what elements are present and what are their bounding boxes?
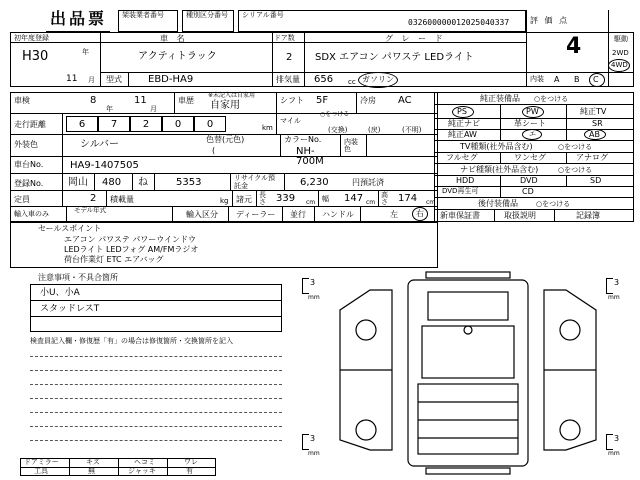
div-chassis	[62, 156, 63, 173]
car-windshield	[428, 292, 508, 320]
load-unit: kg	[220, 197, 229, 205]
chassis-label: 車台No.	[14, 160, 44, 169]
mileage-label: 走行距離	[14, 120, 46, 129]
chassis-no: HA9-1407505	[70, 160, 139, 171]
sales-line-3: 荷台作業灯 ETC エアバッグ	[64, 255, 164, 264]
footer-v4: 有	[186, 467, 193, 475]
tv-full: フルセグ	[446, 153, 478, 162]
repair-line	[30, 384, 282, 385]
shift-value: 5F	[316, 95, 329, 106]
eq-line10	[434, 209, 634, 210]
tire-rr-value: 3	[614, 434, 620, 443]
doors-label: ドア数	[274, 34, 295, 42]
div-hgt	[378, 190, 379, 206]
divider-doors	[304, 32, 305, 72]
repair-line	[30, 398, 282, 399]
usage-note: ※未記入は自家用	[208, 92, 256, 99]
ac-label: 冷房	[360, 96, 376, 105]
length-label: 長さ	[259, 191, 266, 206]
note-line-2: スタッドレスT	[40, 304, 100, 314]
height-unit: cm	[426, 199, 436, 206]
mileage-digit: 6	[66, 116, 98, 132]
div-ac	[356, 92, 357, 113]
month-unit: 月	[88, 76, 95, 84]
roof-mark	[464, 326, 472, 334]
insp-month: 11	[134, 95, 147, 106]
wheel-front-left	[356, 320, 376, 340]
capacity-label: 定員	[14, 195, 30, 204]
color-no: NH-700M	[296, 146, 324, 167]
tire-rl-unit: mm	[308, 450, 320, 457]
inspection-label: 車検	[14, 96, 30, 105]
length-unit: cm	[306, 199, 316, 206]
plate-region: 岡山	[68, 177, 88, 188]
year-era: H30	[22, 49, 49, 64]
typecat-label: 種別区分番号	[186, 11, 228, 19]
eq-line4	[434, 140, 634, 141]
line-r4	[10, 156, 438, 157]
tire-fl-bracket	[302, 278, 309, 294]
navi-dvdplay: DVD再生可	[442, 187, 479, 195]
tire-rl	[302, 434, 326, 460]
eq-col8	[554, 209, 555, 222]
mileage-digits	[66, 116, 258, 132]
opt-aw: 純正AW	[448, 130, 477, 139]
import-only-label: 輸入車のみ	[14, 210, 49, 218]
eq-line9	[434, 197, 634, 198]
repair-line	[30, 412, 282, 413]
div-int2	[366, 134, 367, 156]
recycle-unit: 円預託済	[352, 178, 384, 187]
div-import5	[314, 206, 315, 222]
length-value: 339	[276, 193, 296, 204]
repair-label: 検査員記入欄・修復歴「有」の場合は修復箇所・交換箇所を記入	[30, 337, 233, 345]
div-recycle	[230, 173, 231, 190]
insp-month-unit: 月	[150, 105, 157, 113]
interior-a: A	[554, 75, 560, 84]
rollback-label: (戻)	[368, 126, 381, 134]
tv-hint: ○をつける	[558, 143, 593, 151]
model-year-label: モデル年式	[74, 206, 107, 214]
rear-hint: ○をつける	[536, 200, 571, 208]
div-mileage	[62, 113, 63, 134]
width-unit: cm	[366, 199, 376, 206]
eq-col7	[494, 209, 495, 222]
wheel-front-right	[560, 320, 580, 340]
row1b-line	[100, 72, 526, 73]
capacity-value: 2	[90, 193, 97, 204]
unknown-label: (不明)	[402, 126, 422, 134]
doors-value: 2	[286, 52, 293, 63]
eq-col4	[566, 152, 567, 163]
div-miles	[276, 113, 277, 134]
div-cap	[62, 190, 63, 206]
eq-line1	[434, 104, 634, 105]
divider-model	[128, 72, 129, 87]
height-label: 高さ	[381, 191, 388, 206]
navi-type-label: ナビ種類(社外品含む)	[460, 165, 539, 174]
div-colorno	[280, 134, 281, 156]
sales-line-2: LEDライト LEDフォグ AM/FMラジオ	[64, 245, 199, 254]
year-label: 初年度登録	[14, 34, 49, 42]
div-plate3	[132, 173, 133, 190]
car-diagram	[330, 270, 606, 476]
div-plate2	[94, 173, 95, 190]
import-parallel: 並行	[290, 210, 306, 219]
footer-col	[167, 458, 168, 476]
div-int	[340, 134, 341, 156]
repair-line	[30, 370, 282, 371]
tv-analog: アナログ	[576, 153, 608, 162]
car-bed	[418, 384, 518, 454]
footer-v1: 工具	[34, 467, 48, 475]
div-usage	[174, 92, 175, 113]
opt-navi: 純正ナビ	[448, 119, 480, 128]
div-wid	[318, 190, 319, 206]
handle-left: 左	[390, 210, 398, 219]
tire-rr-unit: mm	[608, 450, 620, 457]
year-unit: 年	[82, 48, 89, 56]
reg-month: 11	[66, 74, 78, 84]
handle-label: ハンドル	[322, 210, 354, 219]
recycle-value: 6,230	[300, 177, 329, 188]
fuel-gas: ガソリン	[362, 75, 394, 84]
tv-one: ワンセグ	[514, 153, 546, 162]
div-import4	[282, 206, 283, 222]
load-label: 積載量	[110, 195, 134, 204]
drive-2wd: 2WD	[612, 49, 629, 57]
serial-label: シリアル番号	[242, 11, 284, 19]
mileage-digit: 0	[194, 116, 226, 132]
shift-label: シフト	[280, 96, 304, 105]
car-outline	[340, 272, 596, 474]
navi-sd: SD	[590, 176, 602, 185]
rear-warranty: 新車保証書	[440, 211, 480, 220]
notes-label: 注意事項・不具合箇所	[38, 273, 118, 282]
grade-value: SDX エアコン パワステ LEDライト	[315, 52, 474, 63]
footer-v3: ジャッキ	[128, 467, 156, 475]
serial-value: 032600000012025040337	[408, 18, 510, 27]
div-import6	[360, 206, 361, 222]
navi-cd: CD	[522, 187, 534, 196]
opt-sheet: 革シート	[514, 119, 546, 128]
handle-right: 右	[416, 209, 424, 218]
interior-line	[526, 72, 634, 73]
sales-line-1: エアコン パワステ パワーウインドウ	[64, 235, 197, 244]
ext-color: シルバー	[80, 139, 120, 150]
footer-h1: ドアミラー	[24, 458, 59, 466]
eq-col6	[566, 175, 567, 186]
disp-value: 656	[314, 74, 334, 85]
tire-rr-bracket	[606, 434, 613, 450]
opt-sr: SR	[592, 119, 603, 128]
usage-value: 自家用	[210, 100, 240, 111]
notes-line2	[30, 316, 282, 317]
eq-col3	[500, 152, 501, 163]
repair-line	[30, 356, 282, 357]
disp-label: 排気量	[276, 75, 300, 84]
footer-v2: 無	[88, 467, 95, 475]
div-import3	[228, 206, 229, 222]
bumper-rear	[426, 468, 510, 474]
width-value: 147	[344, 193, 364, 204]
plate-kana: ね	[138, 177, 148, 188]
insp-year-unit: 年	[106, 105, 113, 113]
height-value: 174	[398, 193, 418, 204]
mileage-unit: km	[262, 124, 273, 132]
auction-sheet	[10, 8, 634, 476]
mileage-digit: 0	[162, 116, 194, 132]
mileage-digit-row	[66, 116, 258, 132]
model-label: 型式	[106, 75, 122, 84]
divider-year	[100, 32, 101, 87]
interior-label: 内装	[530, 75, 544, 83]
opt-pw: PW	[526, 107, 539, 116]
sales-points-label: セールスポイント	[38, 224, 102, 233]
tire-fl-unit: mm	[308, 294, 320, 301]
interior-c: C	[593, 75, 599, 84]
navi-dvd: DVD	[520, 176, 538, 185]
recycle-label: リサイクル預託金	[234, 174, 276, 190]
factory-label: 純正装備品	[480, 94, 520, 103]
tire-rl-bracket	[302, 434, 309, 450]
notes-line1	[30, 300, 282, 301]
opt-kai: エ	[529, 130, 536, 138]
footer-col	[69, 458, 70, 476]
div-import	[66, 206, 67, 222]
model-code: EBD-HA9	[148, 74, 194, 85]
rear-manual: 取扱説明	[504, 211, 536, 220]
line-r5	[10, 173, 438, 174]
div-dims	[232, 190, 233, 206]
div-ext	[62, 134, 63, 156]
tire-rr	[606, 434, 630, 460]
navi-hint: ○をつける	[558, 166, 593, 174]
divider-car	[272, 32, 273, 72]
footer-h4: ワレ	[184, 458, 198, 466]
plate-class: 480	[102, 177, 122, 188]
ac-value: AC	[398, 95, 412, 106]
mileage-circle-hint: ○をつける	[320, 111, 350, 118]
plate-number: 5353	[176, 177, 202, 188]
opt-tv: 純正TV	[580, 107, 607, 116]
div-len	[256, 190, 257, 206]
div-shift	[276, 92, 277, 113]
tire-fr	[606, 278, 630, 304]
plate-label: 登録No.	[14, 179, 44, 188]
divider-drive	[608, 10, 609, 87]
tire-fl	[302, 278, 326, 304]
wheel-rear-left	[356, 420, 376, 440]
rear-record: 記録簿	[576, 211, 600, 220]
ext-color-label: 外装色	[14, 140, 38, 149]
tire-fr-unit: mm	[608, 294, 620, 301]
repair-line	[30, 440, 282, 441]
eq-line6	[434, 163, 634, 164]
bumper-front	[426, 272, 510, 278]
divider-disp2	[304, 72, 305, 87]
drive-label: 駆動	[614, 35, 628, 43]
navi-hdd: HDD	[456, 176, 475, 185]
line-r2	[10, 113, 438, 114]
row1-line	[10, 42, 526, 43]
div-plate4	[154, 173, 155, 190]
repair-line	[30, 426, 282, 427]
width-label: 幅	[322, 195, 329, 203]
tire-fr-value: 3	[614, 278, 620, 287]
disp-unit: cc	[348, 78, 356, 86]
footer-h3: ヘコミ	[134, 458, 155, 466]
footer-col	[118, 458, 119, 476]
note-line-1: 小U、小A	[40, 288, 80, 298]
import-cat-label: 輸入区分	[186, 210, 218, 219]
tire-fr-bracket	[606, 278, 613, 294]
drive-4wd: 4WD	[611, 61, 628, 69]
color-no-label: カラーNo.	[284, 135, 322, 144]
mileage-digit: 7	[98, 116, 130, 132]
color-change-label: 色替(元色)	[206, 135, 245, 144]
footer-h2: キズ	[86, 458, 100, 466]
booth-label: 架装業者番号	[122, 11, 164, 19]
miles-label: マイル	[280, 117, 301, 125]
opt-ab: AB	[589, 130, 600, 139]
tire-rl-value: 3	[310, 434, 316, 443]
interior-b: B	[574, 75, 580, 84]
sheet-title: 出品票	[50, 9, 108, 28]
div-recycle2	[284, 173, 285, 190]
factory-hint: ○をつける	[534, 95, 569, 103]
rating-label: 評 価 点	[530, 16, 570, 25]
div-load	[106, 190, 107, 206]
opt-ps: PS	[457, 107, 467, 116]
mileage-digit: 2	[130, 116, 162, 132]
line-r6	[10, 190, 438, 191]
color-change-paren: (	[212, 146, 216, 155]
insp-year: 8	[90, 95, 97, 106]
wheel-rear-right	[560, 420, 580, 440]
import-dealer: ディーラー	[236, 210, 276, 219]
grade-label: グ レ ー ド	[385, 34, 446, 43]
car-name-label: 車 名	[160, 34, 188, 43]
divider-disp	[272, 72, 273, 87]
eq-col1	[500, 104, 501, 140]
usage-label: 車歴	[178, 96, 194, 105]
rating-value: 4	[566, 34, 582, 59]
div-import2	[172, 206, 173, 222]
div-plate	[62, 173, 63, 190]
int-color-label: 内装色	[344, 138, 358, 153]
replaced-label: (交換)	[328, 126, 348, 134]
dims-label: 諸元	[236, 195, 252, 204]
eq-col2	[566, 104, 567, 140]
tire-fl-value: 3	[310, 278, 316, 287]
car-name: アクティトラック	[138, 51, 217, 62]
divider-rating	[526, 10, 527, 87]
rear-label: 後付装備品	[478, 199, 518, 208]
tv-type-label: TV種類(社外品含む)	[460, 142, 533, 151]
